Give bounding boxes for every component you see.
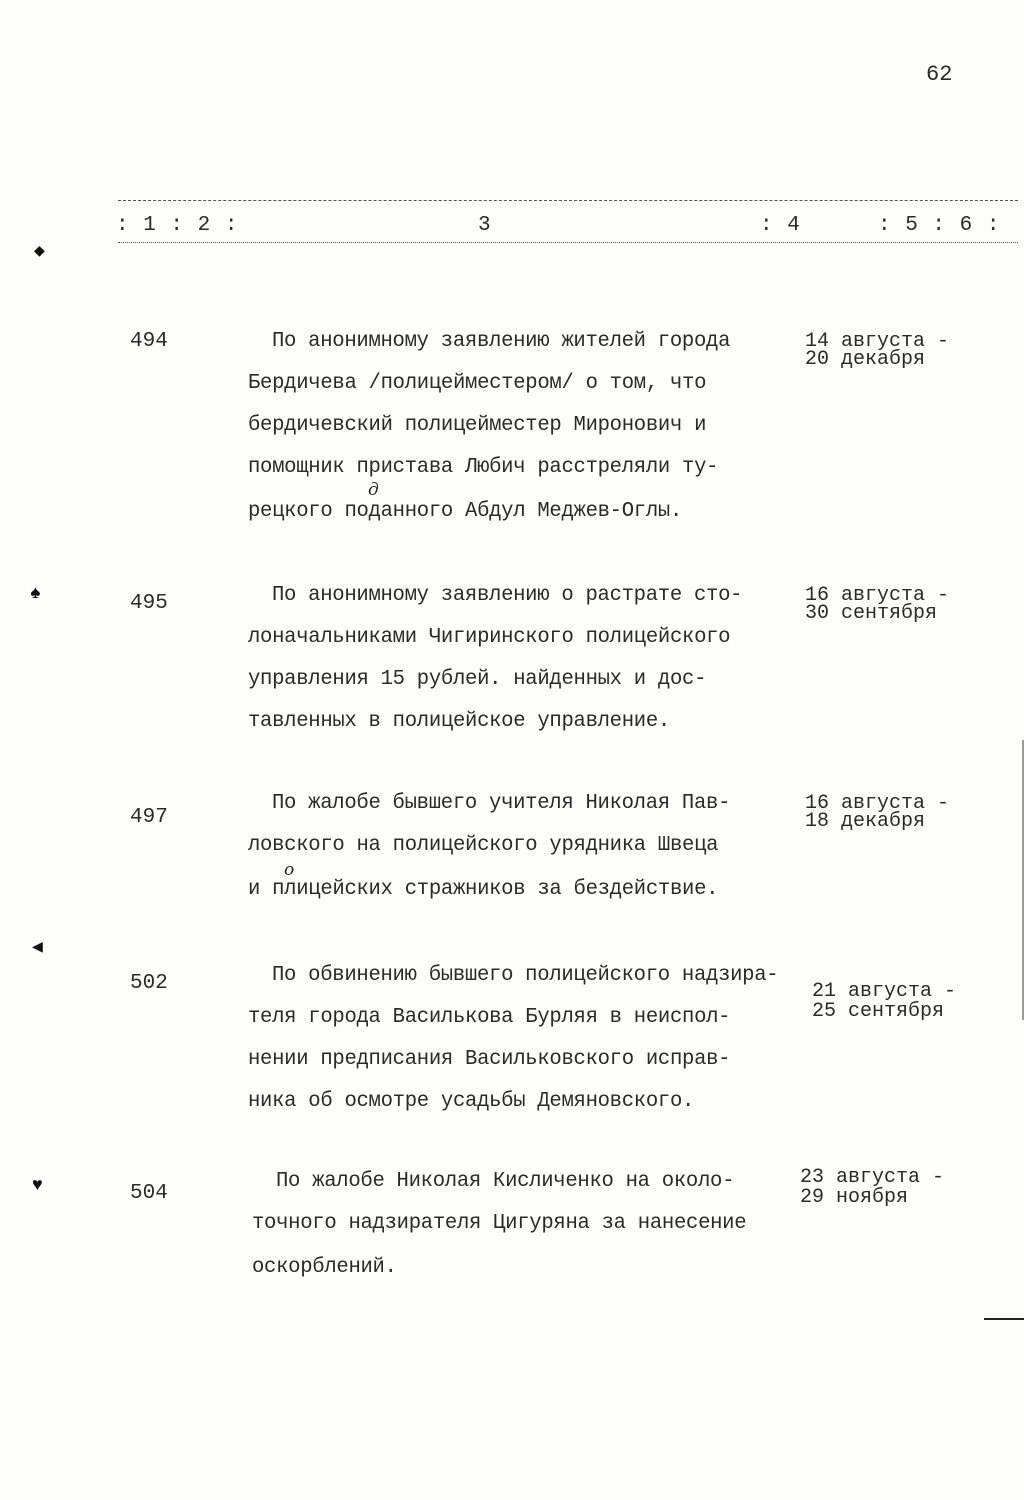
entry-text-line: Бердичева /полицейместером/ о том, что: [248, 372, 707, 395]
entry-text-line: рецкого поданного Абдул Меджев-Оглы.: [248, 500, 683, 523]
header-col-4: : 4: [760, 214, 801, 237]
entry-text-line: По анонимному заявлению жителей города: [272, 330, 731, 353]
entry-text-line: ловского на полицейского урядника Швеца: [248, 834, 719, 857]
entry-text-line: тавленных в полицейское управление.: [248, 710, 670, 733]
entry-number: 504: [130, 1182, 168, 1205]
entry-text-line: теля города Василькова Бурляя в неиспол-: [248, 1006, 731, 1029]
entry-text-line: помощник пристава Любич расстреляли ту-: [248, 456, 719, 479]
entry-text-line: бердичевский полицейместер Миронович и: [248, 414, 707, 437]
header-col-5-6: : 5 : 6 :: [878, 214, 1001, 237]
header-top-rule: [118, 200, 1018, 201]
entry-text-line: лоначальниками Чигиринского полицейского: [248, 626, 731, 649]
entry-number: 497: [130, 806, 168, 829]
date-from: 21 августа -: [812, 980, 957, 1003]
entry-text-line: точного надзирателя Цигуряна за нанесение: [252, 1212, 747, 1235]
date-from: 16 августа -: [805, 584, 950, 607]
date-from: 23 августа -: [800, 1166, 945, 1189]
entry-text-line: оскорблений.: [252, 1256, 397, 1279]
handwritten-correction: о: [284, 860, 295, 880]
entry-text-line: и плицейских стражников за бездействие.: [248, 878, 719, 901]
date-from: 16 августа -: [805, 792, 950, 815]
entry-text-line: По анонимному заявлению о растрате сто-: [272, 584, 743, 607]
date-to: 25 сентября: [812, 1000, 945, 1023]
header-col-1-2: : 1 : 2 :: [116, 214, 239, 237]
punch-hole-mark: ♥: [32, 1176, 43, 1196]
punch-hole-mark: ♠: [30, 584, 41, 604]
entry-text-line: ника об осмотре усадьбы Демяновского.: [248, 1090, 695, 1113]
header-bottom-rule: [118, 242, 1018, 243]
date-to: 18 декабря: [805, 810, 926, 833]
handwritten-correction: д: [368, 480, 379, 500]
punch-hole-mark: ◆: [34, 242, 45, 262]
entry-text-line: нении предписания Васильковского исправ-: [248, 1048, 731, 1071]
date-to: 30 сентября: [805, 602, 938, 625]
date-to: 20 декабря: [805, 348, 926, 371]
date-from: 14 августа -: [805, 330, 950, 353]
page-number: 62: [926, 62, 953, 87]
punch-hole-mark: ◀: [32, 938, 43, 958]
entry-text-line: По жалобе бывшего учителя Николая Пав-: [272, 792, 731, 815]
entry-number: 495: [130, 592, 168, 615]
entry-text-line: управления 15 рублей. найденных и дос-: [248, 668, 707, 691]
entry-number: 494: [130, 330, 168, 353]
entry-number: 502: [130, 972, 168, 995]
entry-text-line: По обвинению бывшего полицейского надзира-: [272, 964, 779, 987]
header-col-3: 3: [478, 214, 492, 237]
entry-text-line: По жалобе Николая Кисличенко на около-: [276, 1170, 735, 1193]
scan-edge-mark: [984, 1318, 1024, 1320]
date-to: 29 ноября: [800, 1186, 909, 1209]
